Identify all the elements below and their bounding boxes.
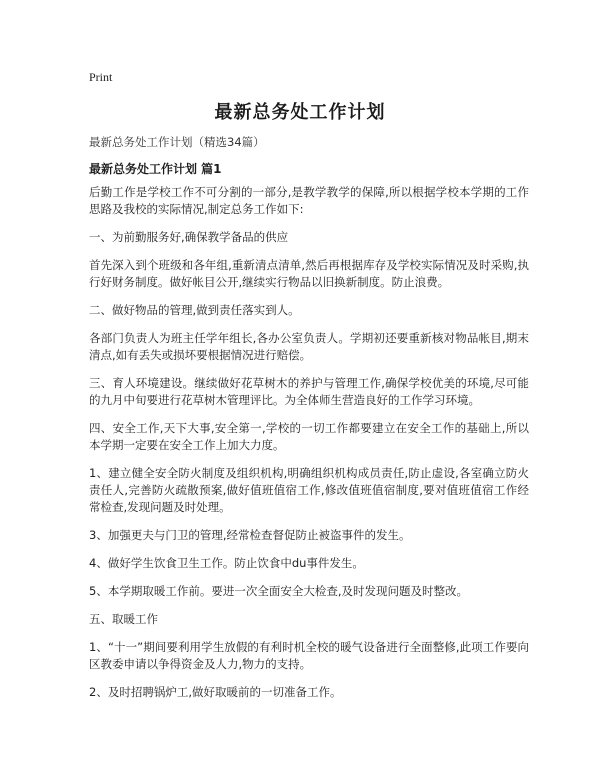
- page-title: 最新总务处工作计划: [214, 102, 386, 123]
- paragraph-heading-2: 二、做好物品的管理,做到责任落实到人。: [89, 303, 300, 317]
- list-item: 1、“十一”期间要利用学生放假的有利时机全校的暖气设备进行全面整修,此项工作要向区教委申请以争得资金及人力,物力的支持。: [89, 640, 529, 671]
- paragraph-heading-5: 五、取暖工作: [89, 612, 158, 626]
- section-heading: 最新总务处工作计划 篇1: [89, 162, 222, 176]
- paragraph-heading-4: 四、安全工作,天下大事,安全第一,学校的一切工作都要建立在安全工作的基础上,所以本学期一定要在安全工作上加大力度。: [89, 421, 529, 452]
- print-link[interactable]: Print: [89, 70, 113, 84]
- list-item: 3、加强更夫与门卫的管理,经常检查督促防止被盗事件的发生。: [89, 528, 411, 542]
- list-item: 1、建立健全安全防火制度及组织机构,明确组织机构成员责任,防止虚设,各室确立防火责任人,完善防火疏散预案,做好值班值宿工作,修改值班值宿制度,要对值班值宿工作经常检查,发现问题及时处理。: [89, 466, 529, 514]
- list-item: 4、做好学生饮食卫生工作。防止饮食中du事件发生。: [89, 556, 364, 570]
- document-subtitle: 最新总务处工作计划（精选34篇）: [89, 135, 265, 149]
- document-body: [89, 184, 529, 712]
- list-item: 5、本学期取暖工作前。要进一次全面安全大检查,及时发现问题及时整改。: [89, 584, 468, 598]
- paragraph-intro: 后勤工作是学校工作不可分割的一部分,是教学教学的保障,所以根据学校本学期的工作思路及我校的实际情况,制定总务工作如下:: [89, 185, 529, 216]
- paragraph-heading-3: 三、育人环境建设。继续做好花草树木的养护与管理工作,确保学校优美的环境,尽可能的九月中旬要进行花草树木管理评比。为全体师生营造良好的工作学习环境。: [89, 376, 529, 407]
- paragraph-heading-1: 一、为前勤服务好,确保教学备品的供应: [89, 230, 289, 244]
- paragraph: 各部门负责人为班主任学年组长,各办公室负责人。学期初还要重新核对物品帐目,期末清点,如有丢失或损坏要根据情况进行赔偿。: [89, 331, 529, 362]
- list-item: 2、及时招聘锅炉工,做好取暖前的一切准备工作。: [89, 685, 342, 699]
- paragraph: 首先深入到个班级和各年组,重新清点清单,然后再根据库存及学校实际情况及时采购,执行好财务制度。做好帐目公开,继续实行物品以旧换新制度。防止浪费。: [89, 258, 529, 289]
